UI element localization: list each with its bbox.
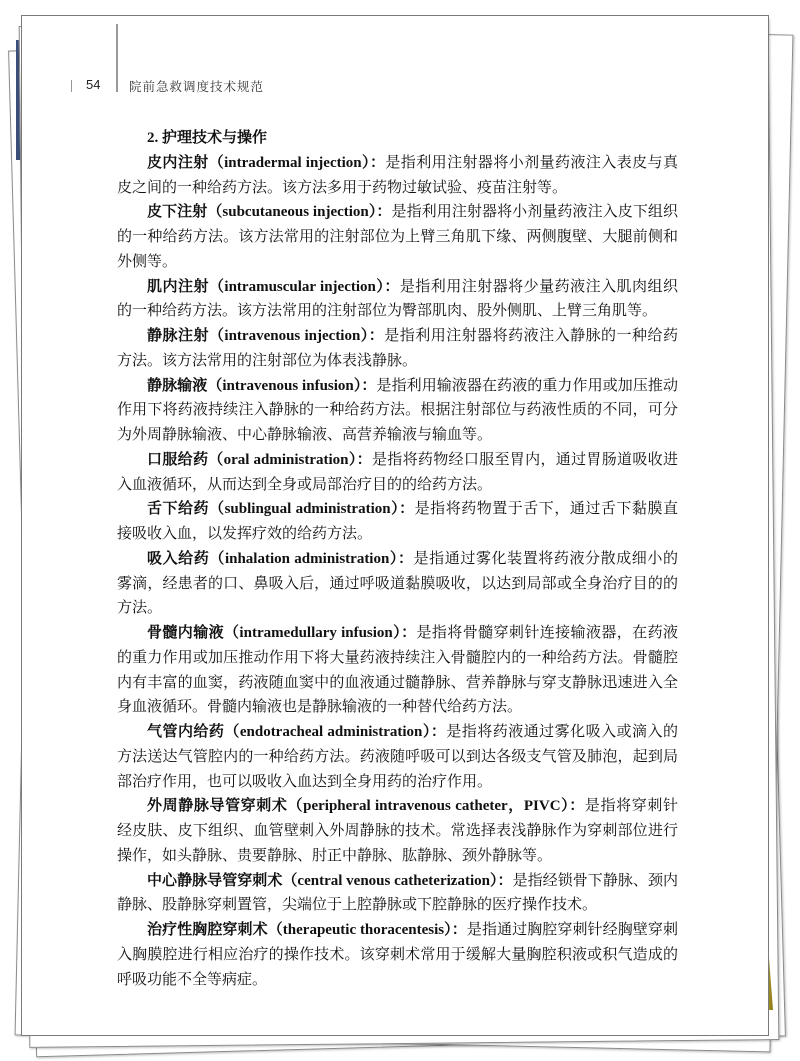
definition-paragraph	[117, 794, 678, 868]
definition-paragraph	[117, 497, 678, 547]
term: 口服给药	[147, 451, 209, 468]
term-english: （intravenous injection）：	[208, 328, 385, 344]
definition-paragraph	[117, 918, 678, 992]
definition-text: 是指将药物经口服至胃内，通过胃肠道吸收进入血液循环，从而达到全身或局部治疗目的的给药方法。	[117, 451, 678, 493]
definition-text: 是指将穿刺针经皮肤、皮下组织、血管壁刺入外周静脉的技术。常选择表浅静脉作为穿刺部位进行操作，如头静脉、贵要静脉、肘正中静脉、肱静脉、颈外静脉等。	[117, 798, 678, 864]
term-english: （therapeutic thoracentesis）：	[267, 922, 467, 938]
definition-text: 是指利用注射器将小剂量药液注入皮下组织的一种给药方法。该方法常用的注射部位为上臂三角肌下缘、两侧腹壁、大腿前侧和外侧等。	[117, 204, 678, 270]
definition-text: 是指将骨髓穿刺针连接输液器，在药液的重力作用或加压推动作用下将大量药液持续注入骨髓腔内的一种给药方法。骨髓腔内有丰富的血窦，药液随血窦中的血液通过髓静脉、营养静脉与穿支静脉迅速进入全身血液循环。骨髓内输液也是静脉输液的一种替代给药方法。	[117, 625, 678, 716]
definition-paragraph	[117, 324, 678, 374]
definition-paragraph	[117, 547, 678, 621]
term-english: （central venous catheterization）：	[282, 872, 513, 889]
term-english: （intramuscular injection）：	[208, 278, 400, 295]
term: 皮下注射	[147, 204, 208, 221]
term-english: （subcutaneous injection）：	[207, 204, 392, 221]
section-title-text: 2. 护理技术与操作	[147, 130, 268, 146]
term: 肌内注射	[147, 278, 209, 295]
definition-text: 是指利用注射器将药液注入静脉的一种给药方法。该方法常用的注射部位为体表浅静脉。	[117, 328, 678, 369]
definition-text: 是指将药液通过雾化吸入或滴入的方法送达气管腔内的一种给药方法。药液随呼吸可以到达各级支气管及肺泡，起到局部治疗作用，也可以吸收入血达到全身用药的治疗作用。	[117, 724, 678, 790]
definition-text: 是指将药物置于舌下，通过舌下黏膜直接吸收入血，以发挥疗效的给药方法。	[117, 501, 678, 542]
definition-paragraph	[117, 374, 678, 448]
term: 静脉注射	[147, 328, 209, 344]
definition-paragraph	[117, 621, 678, 720]
definition-paragraph	[117, 200, 678, 274]
term: 舌下给药	[147, 501, 210, 518]
definition-paragraph	[117, 448, 678, 498]
header-rule	[116, 24, 118, 92]
term-english: （intradermal injection）：	[208, 154, 386, 171]
definition-text: 是指通过胸腔穿刺针经胸壁穿刺入胸膜腔进行相应治疗的操作技术。该穿刺术常用于缓解大量胸腔积液或积气造成的呼吸功能不全等病症。	[117, 922, 678, 988]
term: 气管内给药	[147, 724, 225, 740]
definition-text: 是指经锁骨下静脉、颈内静脉、股静脉穿刺置管，尖端位于上腔静脉或下腔静脉的医疗操作技术。	[117, 872, 678, 914]
term: 骨髓内输液	[147, 625, 225, 641]
term-english: （peripheral intravenous catheter，PIVC）：	[287, 798, 585, 815]
term: 吸入给药	[147, 550, 210, 567]
definition-paragraph	[117, 720, 678, 794]
definition-text: 是指利用输液器在药液的重力作用或加压推动作用下将药液持续注入静脉的一种给药方法。根据注射部位与药液性质的不同，可分为外周静脉输液、中心静脉输液、高营养输液与输血等。	[117, 377, 678, 443]
document-page	[21, 15, 769, 1036]
definition-paragraph	[117, 275, 678, 325]
term-english: （intramedullary infusion）：	[224, 625, 417, 641]
definition-text: 是指利用注射器将小剂量药液注入表皮与真皮之间的一种给药方法。该方法多用于药物过敏试验、疫苗注射等。	[117, 154, 678, 196]
term: 中心静脉导管穿刺术	[147, 872, 283, 889]
definition-paragraph	[117, 869, 678, 919]
term-english: （inhalation administration）：	[209, 550, 414, 567]
page-number: 54	[86, 77, 101, 92]
definition-paragraph	[117, 151, 678, 201]
term-english: （oral administration）：	[208, 451, 372, 468]
definition-text: 是指利用注射器将少量药液注入肌肉组织的一种给药方法。该方法常用的注射部位为臀部肌肉、股外侧肌、上臂三角肌等。	[117, 278, 678, 320]
term-english: （sublingual administration）：	[209, 501, 415, 518]
entry-list	[117, 151, 678, 993]
header-tick	[71, 80, 72, 92]
page-body	[117, 126, 678, 992]
running-title: 院前急救调度技术规范	[129, 80, 265, 94]
section-title	[117, 126, 678, 151]
term: 治疗性胸腔穿刺术	[147, 922, 268, 938]
definition-text: 是指通过雾化装置将药液分散成细小的雾滴，经患者的口、鼻吸入后，通过呼吸道黏膜吸收，以达到局部或全身治疗目的的方法。	[117, 550, 678, 617]
term: 静脉输液	[147, 377, 208, 394]
term-english: （endotracheal administration）：	[224, 724, 447, 740]
term: 皮内注射	[147, 154, 209, 171]
term-english: （intravenous infusion）：	[207, 377, 377, 394]
term: 外周静脉导管穿刺术	[147, 798, 288, 815]
